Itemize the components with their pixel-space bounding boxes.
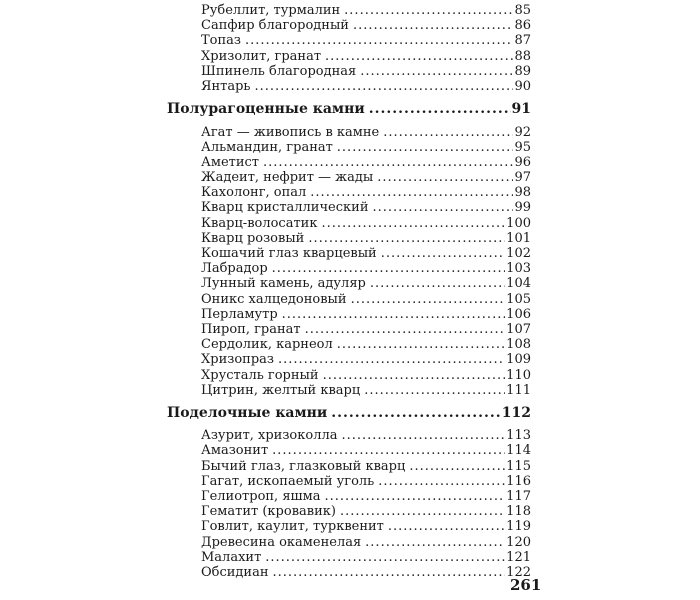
toc-page: 113 — [506, 428, 531, 444]
toc-label: Лунный камень, адуляр — [201, 276, 366, 292]
toc-entry — [167, 307, 531, 322]
toc-page: 85 — [514, 3, 531, 18]
toc-label: Азурит, хризоколла — [201, 428, 338, 444]
dot-leader — [331, 398, 500, 428]
toc-entry — [167, 550, 531, 565]
toc-label: Альмандин, гранат — [201, 139, 333, 155]
toc-label: Рубеллит, турмалин — [201, 3, 341, 18]
toc-page: 117 — [506, 489, 531, 505]
toc-page: 102 — [506, 246, 531, 262]
toc-entry — [167, 79, 531, 94]
dot-leader — [321, 216, 505, 231]
toc-entry — [167, 443, 531, 458]
table-of-contents — [167, 3, 531, 580]
toc-page: 114 — [506, 443, 531, 459]
toc-label: Хризолит, гранат — [201, 48, 322, 64]
toc-entry — [167, 200, 531, 215]
toc-entry — [167, 504, 531, 519]
toc-entry — [167, 185, 531, 200]
toc-label: Оникс халцедоновый — [201, 291, 347, 307]
toc-label: Амазонит — [201, 443, 269, 459]
toc-entry — [167, 261, 531, 276]
toc-entry — [167, 125, 531, 140]
dot-leader — [325, 49, 513, 64]
dot-leader — [273, 565, 506, 580]
toc-page: 90 — [514, 78, 531, 94]
toc-page: 116 — [506, 473, 531, 489]
toc-entry — [167, 18, 531, 33]
toc-page: 118 — [506, 504, 531, 520]
dot-leader — [245, 33, 513, 48]
dot-leader — [351, 292, 506, 307]
toc-label: Сапфир благородный — [201, 18, 349, 34]
toc-section — [167, 94, 531, 124]
dot-leader — [341, 428, 505, 443]
toc-page: 109 — [506, 352, 531, 368]
toc-label: Цитрин, желтый кварц — [201, 382, 361, 398]
page-number: 261 — [510, 576, 542, 594]
toc-label: Полурагоценные камни — [167, 101, 365, 118]
dot-leader — [340, 504, 505, 519]
toc-entry — [167, 519, 531, 534]
toc-page: 101 — [506, 230, 531, 246]
toc-entry — [167, 565, 531, 580]
toc-page: 107 — [506, 321, 531, 337]
dot-leader — [409, 459, 505, 474]
toc-label: Янтарь — [201, 78, 251, 94]
dot-leader — [353, 18, 513, 33]
toc-page: 111 — [506, 382, 531, 398]
dot-leader — [265, 550, 505, 565]
toc-entry — [167, 337, 531, 352]
dot-leader — [337, 140, 514, 155]
toc-page: 87 — [514, 33, 531, 49]
toc-entry — [167, 155, 531, 170]
toc-label: Шпинель благородная — [201, 63, 357, 79]
toc-entry — [167, 140, 531, 155]
toc-label: Древесина окаменелая — [201, 534, 362, 550]
toc-label: Говлит, каулит, турквенит — [201, 519, 384, 535]
dot-leader — [377, 170, 513, 185]
dot-leader — [388, 519, 505, 534]
toc-page: 122 — [506, 564, 531, 580]
toc-page: 99 — [514, 200, 531, 216]
dot-leader — [378, 474, 505, 489]
toc-label: Кварц-волосатик — [201, 215, 318, 231]
toc-entry — [167, 535, 531, 550]
toc-label: Поделочные камни — [167, 404, 328, 421]
toc-entry — [167, 3, 531, 18]
toc-entry — [167, 322, 531, 337]
toc-page: 110 — [506, 367, 531, 383]
toc-page: 104 — [506, 276, 531, 292]
toc-page: 89 — [514, 63, 531, 79]
toc-label: Топаз — [201, 33, 242, 49]
toc-label: Кахолонг, опал — [201, 185, 307, 201]
dot-leader — [365, 535, 505, 550]
toc-label: Кварц розовый — [201, 230, 305, 246]
dot-leader — [272, 261, 506, 276]
toc-page: 100 — [506, 215, 531, 231]
dot-leader — [337, 337, 505, 352]
toc-entry — [167, 170, 531, 185]
dot-leader — [383, 125, 513, 140]
toc-page: 108 — [506, 337, 531, 353]
dot-leader — [282, 307, 506, 322]
dot-leader — [323, 368, 506, 383]
toc-label: Перламутр — [201, 306, 278, 322]
toc-entry — [167, 383, 531, 398]
dot-leader — [278, 352, 505, 367]
toc-label: Пироп, гранат — [201, 321, 301, 337]
toc-label: Жадеит, нефрит — жады — [201, 170, 374, 186]
toc-label: Сердолик, карнеол — [201, 337, 333, 353]
toc-label: Кошачий глаз кварцевый — [201, 246, 377, 262]
toc-section — [167, 398, 531, 428]
dot-leader — [272, 443, 505, 458]
dot-leader — [369, 94, 511, 124]
toc-page: 86 — [514, 18, 531, 34]
dot-leader — [344, 3, 513, 18]
toc-label: Хрусталь горный — [201, 367, 319, 383]
toc-entry — [167, 489, 531, 504]
toc-label: Обсидиан — [201, 564, 269, 580]
toc-entry — [167, 292, 531, 307]
dot-leader — [372, 200, 513, 215]
toc-label: Бычий глаз, глазковый кварц — [201, 458, 406, 474]
toc-label: Гелиотроп, яшма — [201, 489, 321, 505]
toc-entry — [167, 474, 531, 489]
dot-leader — [370, 276, 505, 291]
toc-entry — [167, 231, 531, 246]
toc-page: 98 — [514, 185, 531, 201]
toc-entry — [167, 33, 531, 48]
toc-entry — [167, 246, 531, 261]
dot-leader — [308, 231, 505, 246]
toc-page: 106 — [506, 306, 531, 322]
toc-page: 115 — [506, 458, 531, 474]
toc-label: Лабрадор — [201, 261, 268, 277]
toc-entry — [167, 368, 531, 383]
dot-leader — [263, 155, 513, 170]
dot-leader — [381, 246, 505, 261]
toc-entry — [167, 459, 531, 474]
toc-label: Кварц кристаллический — [201, 200, 369, 216]
toc-label: Гематит (кровавик) — [201, 504, 336, 520]
toc-entry — [167, 276, 531, 291]
toc-page: 120 — [506, 534, 531, 550]
toc-page: 119 — [506, 519, 531, 535]
toc-entry — [167, 216, 531, 231]
toc-page: 96 — [514, 154, 531, 170]
toc-label: Хризопраз — [201, 352, 274, 368]
toc-label: Аметист — [201, 154, 259, 170]
toc-page: 121 — [506, 549, 531, 565]
toc-page: 91 — [511, 101, 531, 118]
toc-page: 95 — [514, 139, 531, 155]
toc-entry — [167, 64, 531, 79]
toc-page: 103 — [506, 261, 531, 277]
dot-leader — [364, 383, 505, 398]
toc-entry — [167, 49, 531, 64]
dot-leader — [324, 489, 505, 504]
dot-leader — [310, 185, 513, 200]
toc-label: Гагат, ископаемый уголь — [201, 473, 375, 489]
toc-page: 88 — [514, 48, 531, 64]
toc-entry — [167, 352, 531, 367]
toc-page: 97 — [514, 170, 531, 186]
dot-leader — [360, 64, 513, 79]
toc-entry — [167, 428, 531, 443]
toc-label: Агат — живопись в камне — [201, 124, 380, 140]
dot-leader — [255, 79, 514, 94]
toc-label: Малахит — [201, 549, 262, 565]
toc-page: 92 — [514, 124, 531, 140]
toc-page: 105 — [506, 291, 531, 307]
dot-leader — [305, 322, 506, 337]
toc-page: 112 — [501, 404, 531, 421]
